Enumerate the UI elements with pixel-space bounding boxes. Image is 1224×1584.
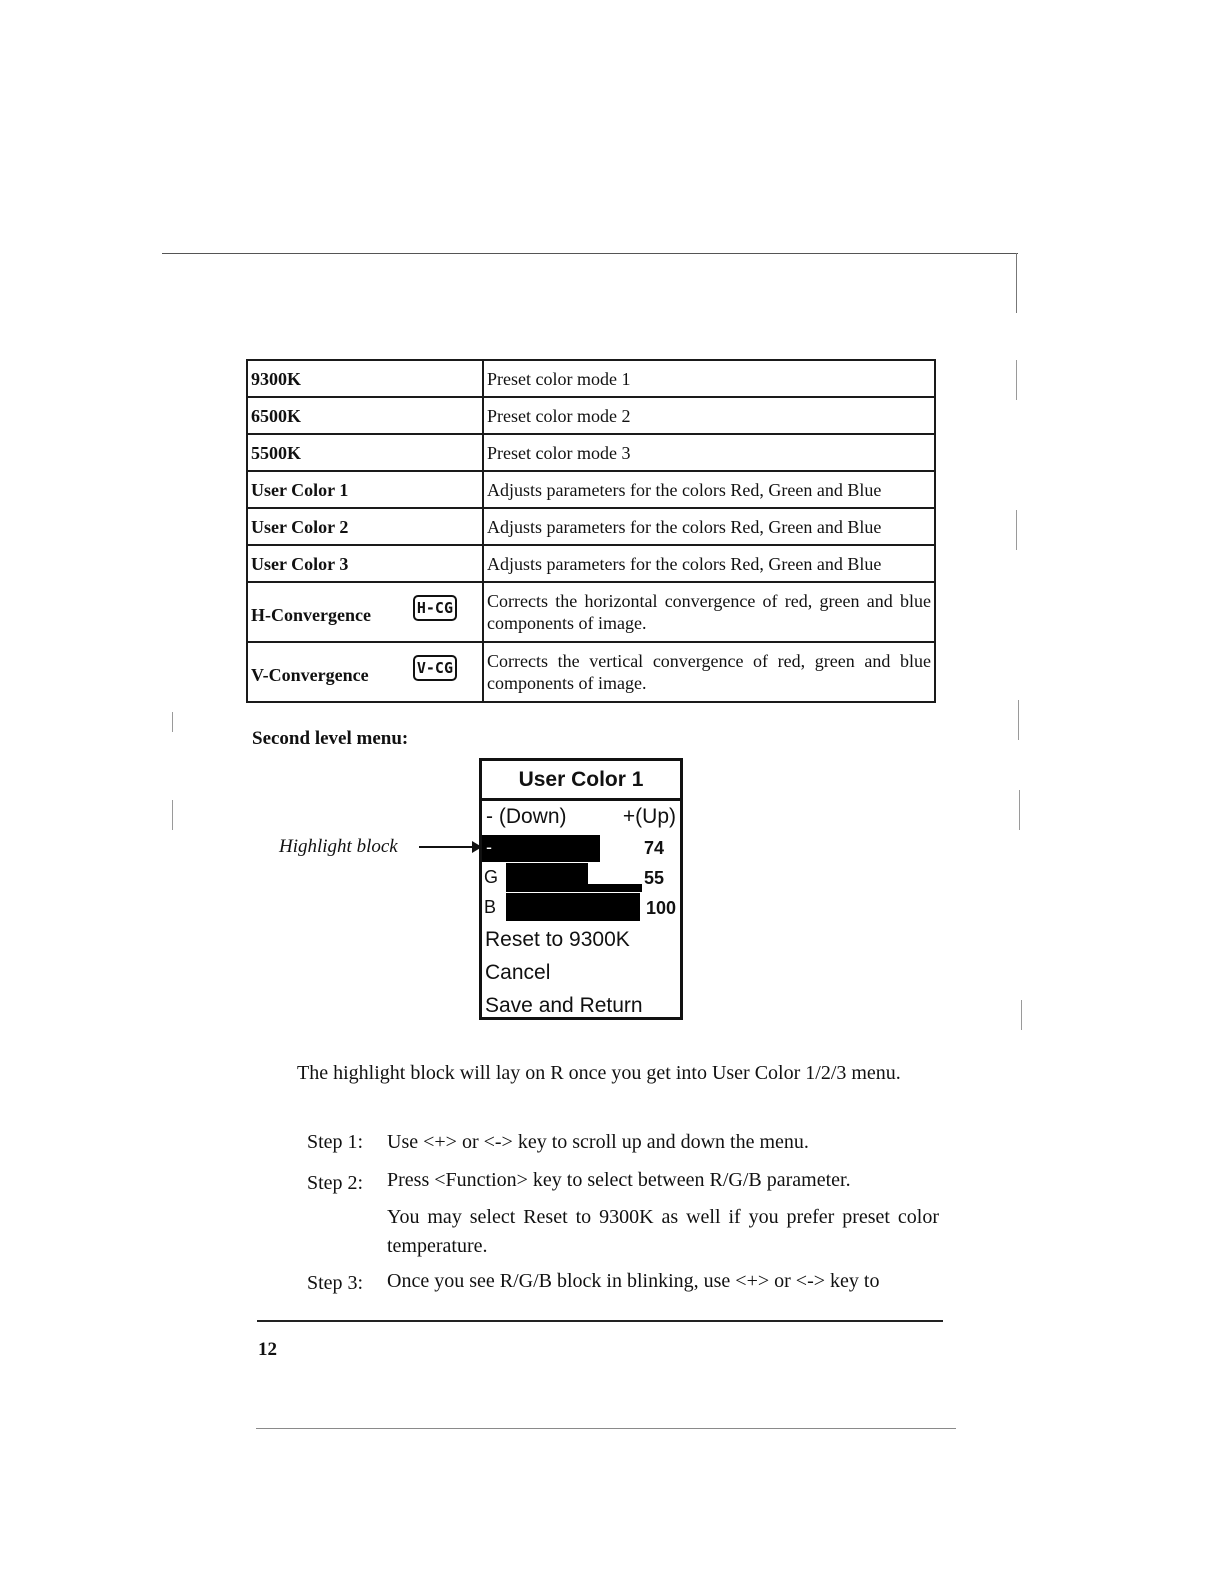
scan-mark bbox=[172, 712, 173, 732]
mode-cell bbox=[247, 582, 483, 642]
description-cell: Adjusts parameters for the colors Red, Green and Blue bbox=[483, 545, 935, 582]
green-value: 55 bbox=[643, 868, 664, 888]
scan-mark bbox=[1016, 360, 1017, 400]
down-label[interactable]: - (Down) bbox=[486, 805, 567, 828]
osd-title: User Color 1 bbox=[482, 761, 680, 801]
mode-label: V-Convergence bbox=[251, 665, 369, 685]
description-cell: Corrects the horizontal convergence of red, green and blue components of image. bbox=[483, 582, 935, 642]
green-bar-label: G bbox=[484, 867, 499, 887]
description-cell: Adjusts parameters for the colors Red, Green and Blue bbox=[483, 471, 935, 508]
color-mode-table bbox=[246, 359, 936, 703]
arrow-line bbox=[419, 846, 479, 848]
step-1-text: Use <+> or <-> key to scroll up and down the menu. bbox=[387, 1131, 809, 1153]
footer-rule bbox=[257, 1320, 943, 1322]
highlight-block-label: Highlight block bbox=[279, 836, 398, 857]
intro-paragraph: The highlight block will lay on R once you get into User Color 1/2/3 menu. bbox=[297, 1062, 901, 1084]
step-2-text: Press <Function> key to select between R/G/B parameter. bbox=[387, 1169, 851, 1191]
table-row bbox=[247, 545, 935, 582]
description-cell: Corrects the vertical convergence of red, green and blue components of image. bbox=[483, 642, 935, 702]
table-row bbox=[247, 360, 935, 397]
v-cg-icon: V-CG bbox=[413, 655, 457, 681]
mode-cell: 5500K bbox=[247, 434, 483, 471]
scan-mark bbox=[256, 1428, 956, 1429]
user-color-osd-menu bbox=[479, 758, 683, 1020]
mode-cell: User Color 1 bbox=[247, 471, 483, 508]
blue-level-bar[interactable] bbox=[506, 893, 640, 921]
step-3-label: Step 3: bbox=[307, 1272, 364, 1294]
description-cell: Preset color mode 3 bbox=[483, 434, 935, 471]
scan-mark bbox=[1019, 790, 1020, 830]
page-number: 12 bbox=[258, 1339, 277, 1360]
osd-down-up-row bbox=[486, 805, 676, 829]
h-cg-icon: H-CG bbox=[413, 595, 457, 621]
description-cell: Preset color mode 2 bbox=[483, 397, 935, 434]
description-cell: Preset color mode 1 bbox=[483, 360, 935, 397]
scan-frame-top-line bbox=[162, 253, 1018, 254]
scan-mark bbox=[1018, 700, 1019, 740]
scan-frame-right-line bbox=[1016, 253, 1017, 313]
description-cell: Adjusts parameters for the colors Red, Green and Blue bbox=[483, 508, 935, 545]
mode-label: H-Convergence bbox=[251, 605, 371, 625]
reset-item[interactable]: Reset to 9300K bbox=[485, 928, 630, 951]
red-value: 74 bbox=[643, 838, 664, 858]
red-bar-label: - bbox=[486, 837, 492, 857]
table-row bbox=[247, 397, 935, 434]
step-2-label: Step 2: bbox=[307, 1172, 364, 1194]
mode-cell: 6500K bbox=[247, 397, 483, 434]
second-level-heading: Second level menu: bbox=[252, 728, 409, 749]
table-row bbox=[247, 642, 935, 702]
cancel-item[interactable]: Cancel bbox=[485, 961, 551, 984]
up-label[interactable]: +(Up) bbox=[622, 805, 676, 828]
save-and-return-item[interactable]: Save and Return bbox=[485, 994, 643, 1017]
mode-cell: User Color 2 bbox=[247, 508, 483, 545]
blue-bar-label: B bbox=[484, 897, 497, 917]
mode-cell: 9300K bbox=[247, 360, 483, 397]
step-3-text: Once you see R/G/B block in blinking, use <+> or <-> key to bbox=[387, 1270, 880, 1292]
blue-value: 100 bbox=[645, 898, 676, 918]
step-2-note: You may select Reset to 9300K as well if you prefer preset color temperature. bbox=[387, 1206, 939, 1257]
mode-cell: User Color 3 bbox=[247, 545, 483, 582]
scan-mark bbox=[1016, 510, 1017, 550]
step-1-label: Step 1: bbox=[307, 1131, 364, 1153]
mode-cell bbox=[247, 642, 483, 702]
table-row bbox=[247, 582, 935, 642]
scan-mark bbox=[1021, 1000, 1022, 1030]
red-level-bar[interactable] bbox=[482, 835, 600, 862]
table-row bbox=[247, 508, 935, 545]
table-row bbox=[247, 471, 935, 508]
scan-mark bbox=[172, 800, 173, 830]
table-row bbox=[247, 434, 935, 471]
